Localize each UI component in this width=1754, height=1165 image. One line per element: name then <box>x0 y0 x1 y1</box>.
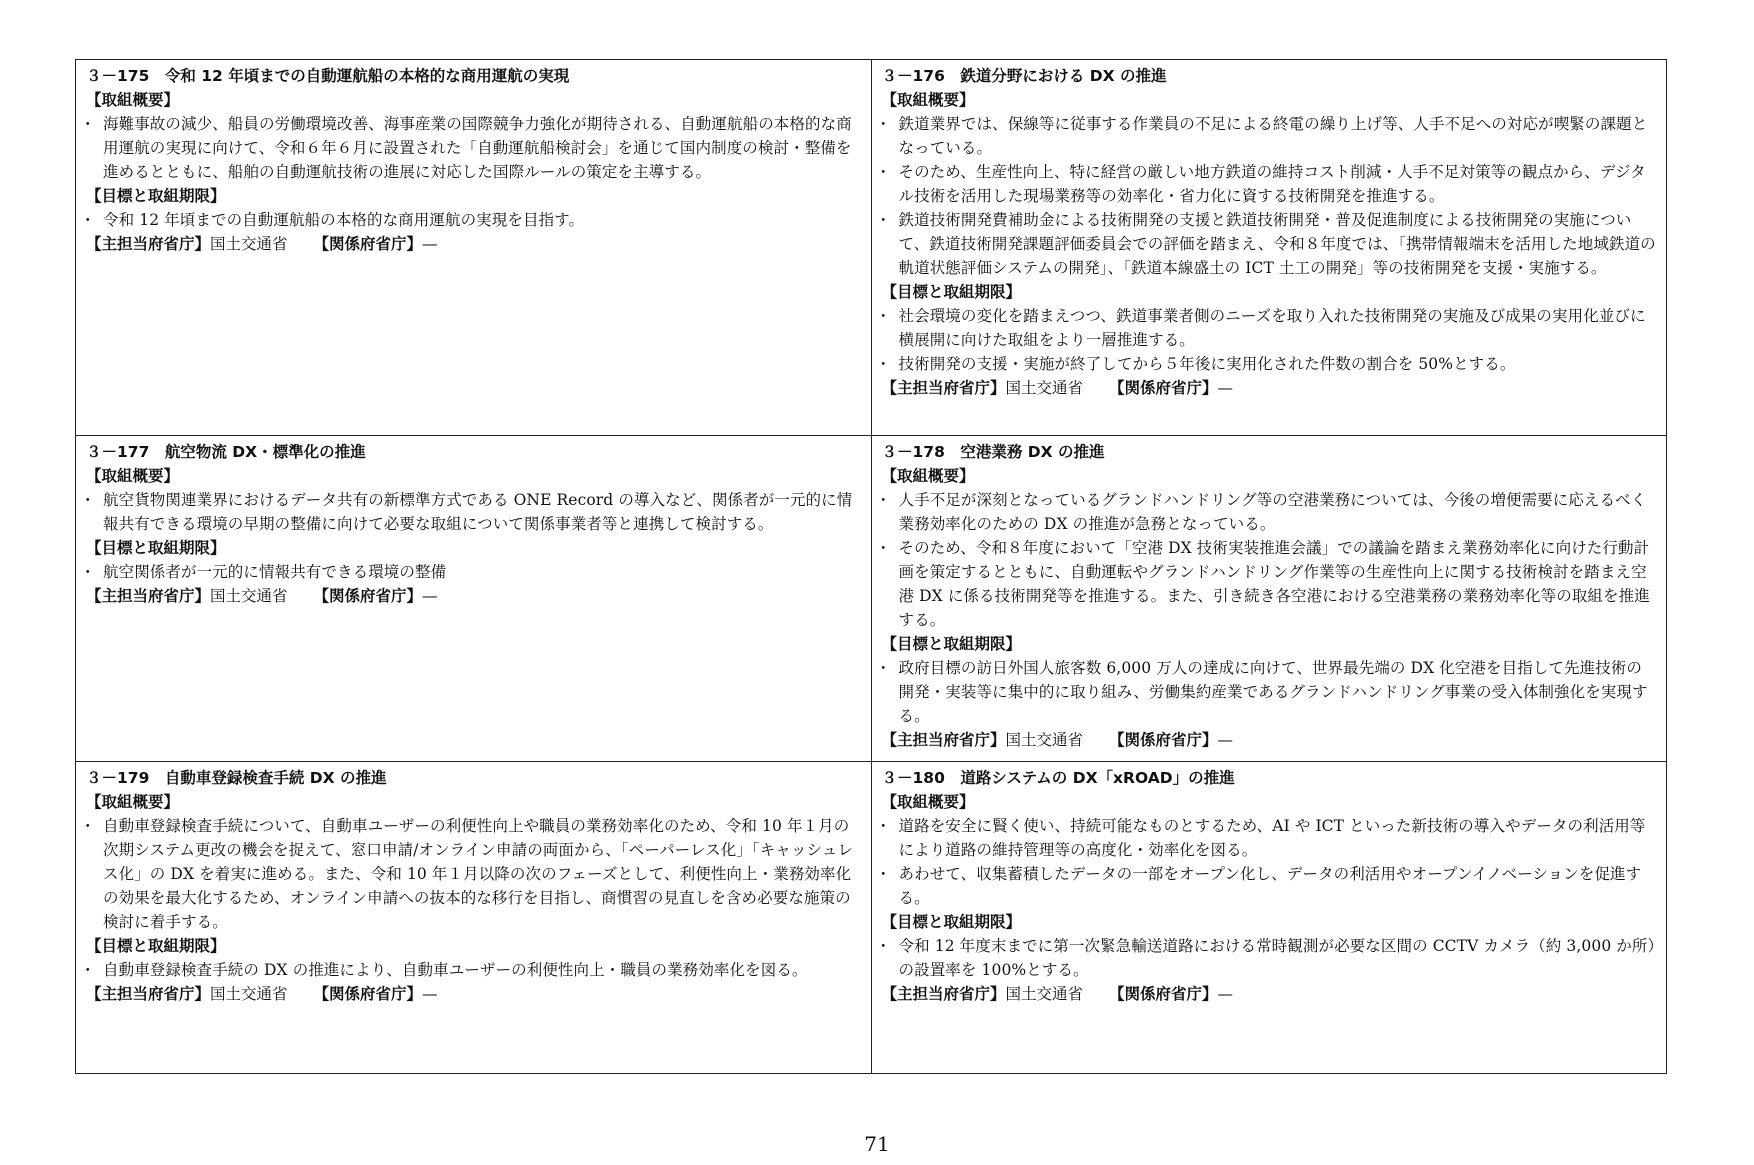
section-heading-goal: 【目標と取組期限】 <box>881 913 1022 931</box>
overview-item: ・ そのため、生産性向上、特に経営の厳しい地方鉄道の維持コスト削減・人手不足対策等の観点から、デジタル技術を活用した現場業務等の効率化・省力化に資する技術開発を推進する。 <box>882 160 1657 208</box>
ministry-line <box>86 982 861 1006</box>
lead-ministry-value: 国土交通省 <box>210 587 288 605</box>
lead-ministry-value: 国土交通省 <box>210 235 288 253</box>
lead-ministry-value: 国土交通省 <box>1005 731 1084 749</box>
page-number: 71 <box>864 1132 890 1156</box>
lead-ministry-label: 【主担当府省庁】 <box>881 985 1006 1003</box>
measure-cell <box>871 436 1667 762</box>
related-ministry-value: — <box>422 985 438 1003</box>
section-heading-overview: 【取組概要】 <box>881 467 975 485</box>
goal-item: ・ 自動車登録検査手続の DX の推進により、自動車ユーザーの利便性向上・職員の業務効率化を図る。 <box>86 958 861 982</box>
lead-ministry-label: 【主担当府省庁】 <box>881 731 1006 749</box>
lead-ministry-label: 【主担当府省庁】 <box>86 235 211 253</box>
goal-list <box>86 560 861 584</box>
goal-list <box>86 208 861 232</box>
measure-title: ３－180 道路システムの DX「xROAD」の推進 <box>881 769 1235 787</box>
section-heading-overview: 【取組概要】 <box>86 467 180 485</box>
measure-cell <box>871 762 1667 1074</box>
section-heading-goal: 【目標と取組期限】 <box>86 539 226 557</box>
overview-list <box>86 814 861 934</box>
goal-item: ・ 社会環境の変化を踏まえつつ、鉄道事業者側のニーズを取り入れた技術開発の実施及び成果の実用化並びに横展開に向けた取組をより一層推進する。 <box>882 304 1657 352</box>
related-ministry-value: — <box>1217 985 1234 1003</box>
goal-list <box>882 656 1657 728</box>
goal-item: ・ 政府目標の訪日外国人旅客数 6,000 万人の達成に向けて、世界最先端の DX 化空港を目指して先進技術の開発・実装等に集中的に取り組み、労働集約産業であるグランドハンドリング事業の受入体制強化を実現する。 <box>882 656 1657 728</box>
measure-title: ３－179 自動車登録検査手続 DX の推進 <box>86 769 387 787</box>
goal-item: ・ 航空関係者が一元的に情報共有できる環境の整備 <box>86 560 861 584</box>
overview-item: ・ あわせて、収集蓄積したデータの一部をオープン化し、データの利活用やオープンイノベーションを促進する。 <box>882 862 1657 910</box>
ministry-line <box>86 584 861 608</box>
lead-ministry-value: 国土交通省 <box>210 985 288 1003</box>
goal-list <box>882 304 1657 376</box>
related-ministry-label: 【関係府省庁】 <box>313 985 423 1003</box>
overview-list <box>882 814 1657 910</box>
overview-item: ・ 自動車登録検査手続について、自動車ユーザーの利便性向上や職員の業務効率化のため、令和 10 年１月の次期システム更改の機会を捉えて、窓口申請/オンライン申請の両面から、「ペーパーレス化」「キャッシュレス化」の DX を着実に進める。また、令和 10 年１月以降の次のフェーズとして、利便性向上・業務効率化の効果を最大化するため、オンライン申請への抜本的な移行を目指し、商慣習の見直しを含め必要な施策の検討に着手する。 <box>86 814 861 934</box>
overview-item: ・ 人手不足が深刻となっているグランドハンドリング等の空港業務については、今後の増便需要に応えるべく業務効率化のための DX の推進が急務となっている。 <box>882 488 1657 536</box>
measure-title: ３－178 空港業務 DX の推進 <box>881 443 1105 461</box>
goal-list <box>882 934 1657 982</box>
section-heading-overview: 【取組概要】 <box>881 793 975 811</box>
measure-title: ３－176 鉄道分野における DX の推進 <box>881 67 1167 85</box>
ministry-line <box>882 728 1657 752</box>
section-heading-overview: 【取組概要】 <box>86 793 180 811</box>
section-heading-overview: 【取組概要】 <box>881 91 975 109</box>
related-ministry-value: — <box>422 235 438 253</box>
overview-item: ・ 鉄道技術開発費補助金による技術開発の支援と鉄道技術開発・普及促進制度による技術開発の実施について、鉄道技術開発課題評価委員会での評価を踏まえ、令和８年度では、「携帯情報端末を活用した地域鉄道の軌道状態評価システムの開発」、「鉄道本線盛土の ICT 土工の開発」等の技術開発を支援・実施する。 <box>882 208 1657 280</box>
measure-cell <box>76 60 872 436</box>
related-ministry-value: — <box>422 587 438 605</box>
lead-ministry-label: 【主担当府省庁】 <box>86 587 211 605</box>
measure-cell <box>76 762 872 1074</box>
ministry-line <box>86 232 861 256</box>
goal-item: ・ 令和 12 年度末までに第一次緊急輸送道路における常時観測が必要な区間の CCTV カメラ（約 3,000 か所）の設置率を 100%とする。 <box>882 934 1657 982</box>
measures-table <box>75 59 1667 1074</box>
related-ministry-label: 【関係府省庁】 <box>1109 731 1218 749</box>
measure-title: ３－177 航空物流 DX・標準化の推進 <box>86 443 366 461</box>
ministry-line <box>882 376 1657 400</box>
lead-ministry-value: 国土交通省 <box>1005 379 1084 397</box>
goal-item: ・ 令和 12 年頃までの自動運航船の本格的な商用運航の実現を目指す。 <box>86 208 861 232</box>
related-ministry-label: 【関係府省庁】 <box>313 235 423 253</box>
related-ministry-value: — <box>1217 731 1234 749</box>
overview-list <box>882 112 1657 280</box>
overview-list <box>86 488 861 536</box>
measure-title: ３－175 令和 12 年頃までの自動運航船の本格的な商用運航の実現 <box>86 67 570 85</box>
section-heading-goal: 【目標と取組期限】 <box>881 283 1022 301</box>
goal-item: ・ 技術開発の支援・実施が終了してから５年後に実用化された件数の割合を 50%とする。 <box>882 352 1657 376</box>
related-ministry-label: 【関係府省庁】 <box>1109 985 1218 1003</box>
section-heading-goal: 【目標と取組期限】 <box>881 635 1022 653</box>
overview-item: ・ 鉄道業界では、保線等に従事する作業員の不足による終電の繰り上げ等、人手不足への対応が喫緊の課題となっている。 <box>882 112 1657 160</box>
overview-item: ・ そのため、令和８年度において「空港 DX 技術実装推進会議」での議論を踏まえ業務効率化に向けた行動計画を策定するとともに、自動運転やグランドハンドリング作業等の生産性向上に関する技術検討を踏まえ空港 DX に係る技術開発等を推進する。また、引き続き各空港における空港業務の業務効率化等の取組を推進する。 <box>882 536 1657 632</box>
section-heading-overview: 【取組概要】 <box>86 91 180 109</box>
related-ministry-label: 【関係府省庁】 <box>313 587 423 605</box>
lead-ministry-label: 【主担当府省庁】 <box>881 379 1006 397</box>
section-heading-goal: 【目標と取組期限】 <box>86 937 226 955</box>
lead-ministry-value: 国土交通省 <box>1005 985 1084 1003</box>
overview-list <box>86 112 861 184</box>
measure-cell <box>76 436 872 762</box>
measure-cell <box>871 60 1667 436</box>
overview-item: ・ 海難事故の減少、船員の労働環境改善、海事産業の国際競争力強化が期待される、自動運航船の本格的な商用運航の実現に向けて、令和６年６月に設置された「自動運航船検討会」を通じて国内制度の検討・整備を進めるとともに、船舶の自動運航技術の進展に対応した国際ルールの策定を主導する。 <box>86 112 861 184</box>
overview-item: ・ 航空貨物関連業界におけるデータ共有の新標準方式である ONE Record の導入など、関係者が一元的に情報共有できる環境の早期の整備に向けて必要な取組について関係事業者等と連携して検討する。 <box>86 488 861 536</box>
related-ministry-value: — <box>1217 379 1234 397</box>
overview-list <box>882 488 1657 632</box>
overview-item: ・ 道路を安全に賢く使い、持続可能なものとするため、AI や ICT といった新技術の導入やデータの利活用等により道路の維持管理等の高度化・効率化を図る。 <box>882 814 1657 862</box>
ministry-line <box>882 982 1657 1006</box>
section-heading-goal: 【目標と取組期限】 <box>86 187 226 205</box>
related-ministry-label: 【関係府省庁】 <box>1109 379 1218 397</box>
lead-ministry-label: 【主担当府省庁】 <box>86 985 211 1003</box>
goal-list <box>86 958 861 982</box>
